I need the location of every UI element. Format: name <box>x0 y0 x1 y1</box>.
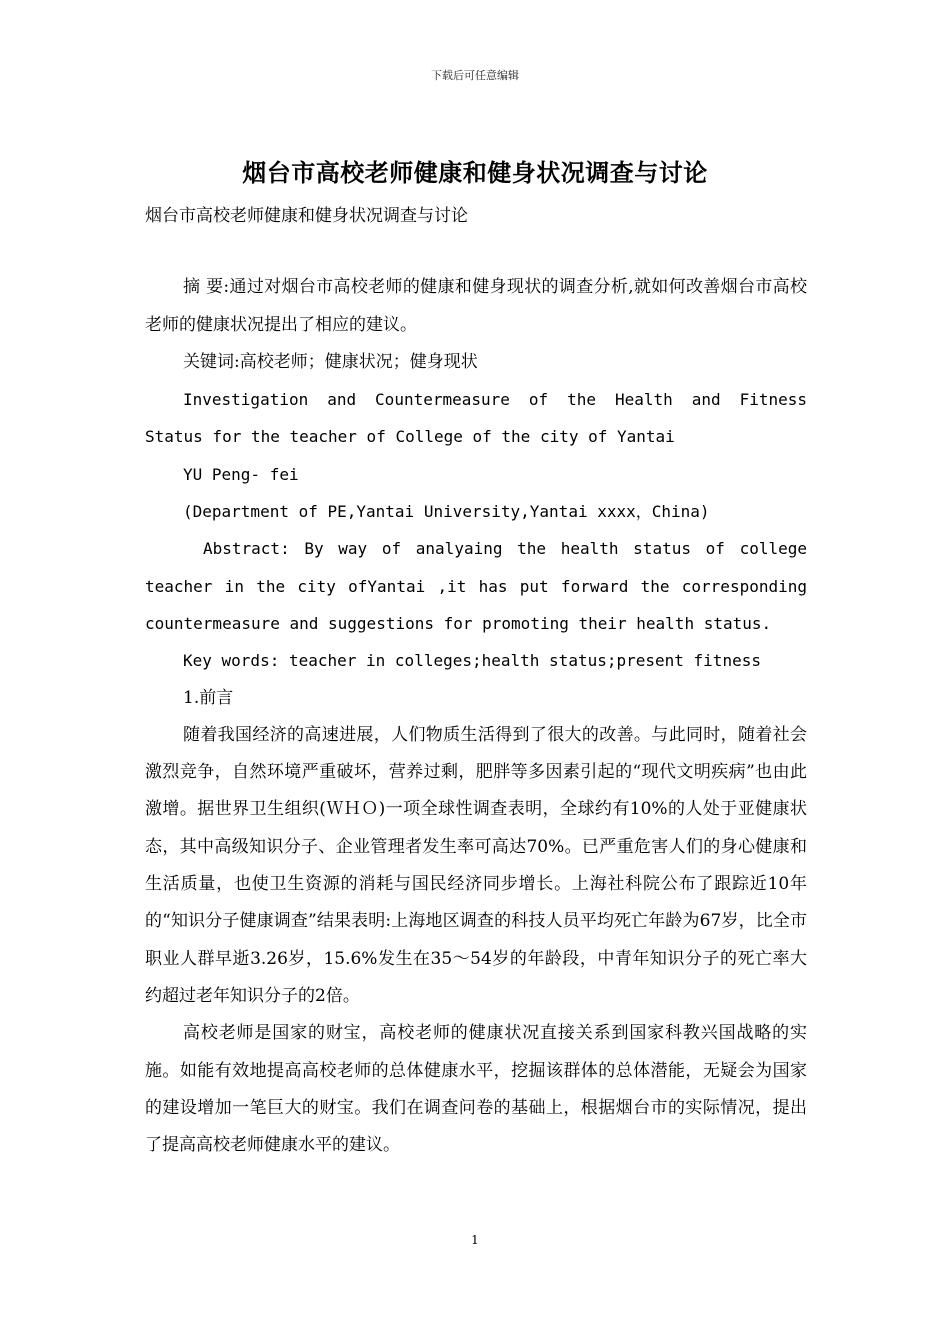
keywords-cn: 关键词:高校老师；健康状况；健身现状 <box>183 351 478 372</box>
body-paragraph-1: 随着我国经济的高速进展，人们物质生活得到了很大的改善。与此同时，随着社会激烈竞争，自然环境严重破坏，营养过剩，肥胖等多因素引起的“现代文明疾病”也由此激增。据世界卫生组织(ＷＨＯ)一项全球性调查表明，全球约有10%的人处于亚健康状态，其中高级知识分子、企业管理者发生率可高达70%。已严重危害人们的身心健康和生活质量，也使卫生资源的消耗与国民经济同步增长。上海社科院公布了跟踪近10年的“知识分子健康调查”结果表明:上海地区调查的科技人员平均死亡年龄为67岁，比全市职业人群早逝3.26岁，15.6%发生在35～54岁的年龄段，中青年知识分子的死亡率大约超过老年知识分子的2倍。 <box>145 724 807 1006</box>
page-number: 1 <box>471 1233 479 1247</box>
abstract-cn: 摘 要:通过对烟台市高校老师的健康和健身现状的调查分析,就如何改善烟台市高校老师的健康状况提出了相应的建议。 <box>145 277 807 335</box>
section-heading: 1.前言 <box>183 687 234 708</box>
keywords-en: Key words: teacher in colleges;health status;present fitness <box>183 651 761 671</box>
blank-line <box>145 235 807 269</box>
body-paragraph-2: 高校老师是国家的财宝，高校老师的健康状况直接关系到国家科教兴国战略的实施。如能有效地提高高校老师的总体健康水平，挖掘该群体的总体潜能，无疑会为国家的建设增加一笔巨大的财宝。我们在调查问卷的基础上，根据烟台市的实际情况，提出了提高高校老师健康水平的建议。 <box>145 1023 807 1156</box>
header-note: 下载后可任意编辑 <box>431 69 519 82</box>
abstract-en: Abstract: By way of analyaing the health status of college teacher in the city ofYantai ,it has put forward the corresponding countermeasure and suggestions for promoting their health status. <box>145 539 807 633</box>
document-body <box>145 198 807 1164</box>
document-subtitle: 烟台市高校老师健康和健身状况调查与讨论 <box>145 206 468 226</box>
english-title: Investigation and Countermeasure of the Health and Fitness Status for the teacher of College of the city of Yantai <box>145 390 807 447</box>
document-title: 烟台市高校老师健康和健身状况调查与讨论 <box>242 158 708 187</box>
author-affiliation: (Department of PE,Yantai University,Yantai xxxx，China) <box>183 502 710 522</box>
author-name: YU Peng- fei <box>183 464 299 484</box>
